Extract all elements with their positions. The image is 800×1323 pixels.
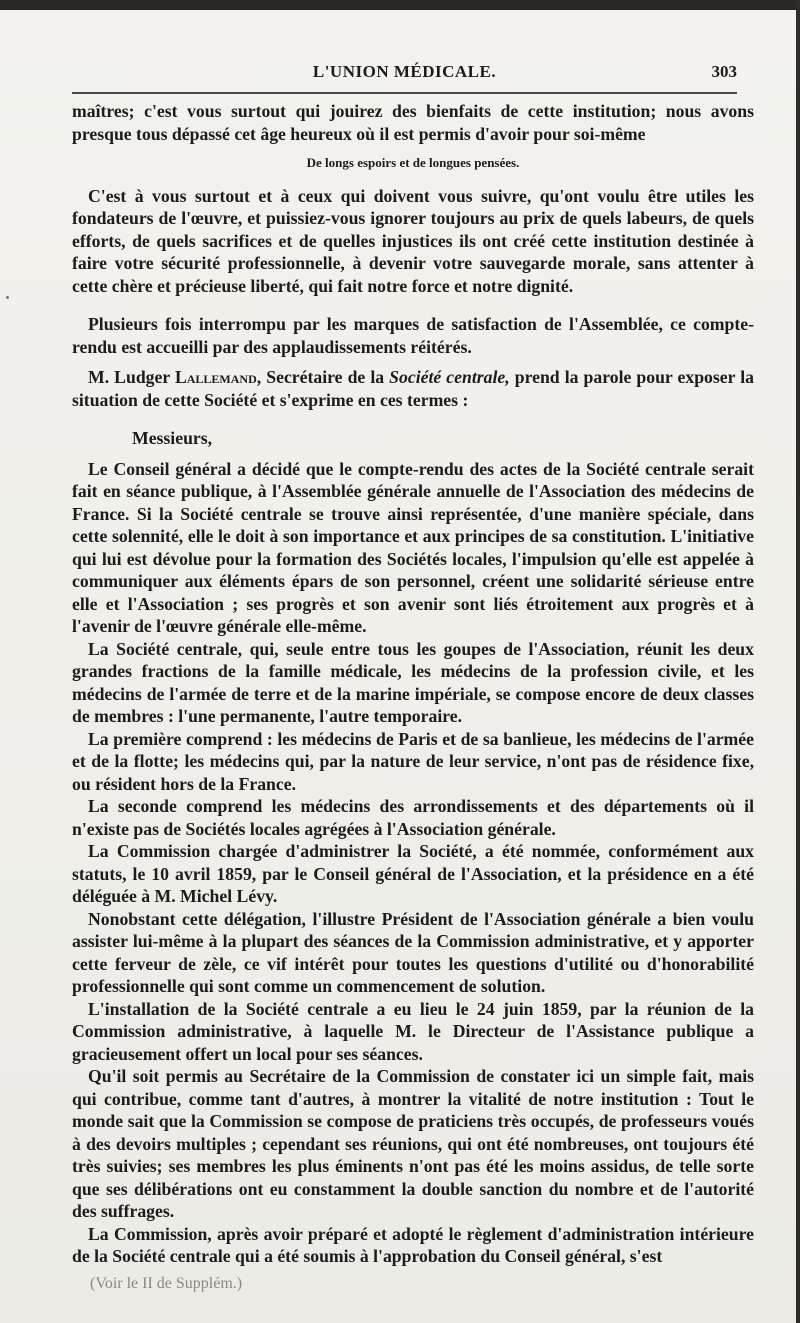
paragraph: La Commission, après avoir préparé et adopté le règlement d'administration intérieure de la Société centrale qui a été soumis à l'approbation du Conseil général, s'est <box>72 1223 754 1266</box>
page-number: 303 <box>711 62 737 81</box>
paragraph: Le Conseil général a décidé que le compte-rendu des actes de la Société centrale serait fait en séance publique, à l'Assemblée générale annuelle de l'Association des médecins de France. Si la Société centrale se trouve ainsi représentée, d'une manière spéciale, dans cette solennité, elle le doit à son importance et aux principes de sa constitution. L'initiative qui lui est dévolue pour la formation des Sociétés locales, l'impulsion qu'elle est appelée à communiquer aux éléments épars de son personnel, créent une solidarité sérieuse entre elle et l'Association ; ses progrès et son avenir sont liés étroitement aux progrès et à l'avenir de l'œuvre générale elle-même. <box>72 458 754 636</box>
paragraph: La première comprend : les médecins de Paris et de sa banlieue, les médecins de l'armée et de la flotte; les médecins qui, par la nature de leur service, n'ont pas de résidence fixe, ou résident hors de la France. <box>72 728 754 794</box>
paragraph: La Société centrale, qui, seule entre tous les goupes de l'Association, réunit les deux grandes fractions de la famille médicale, les médecins de la profession civile, et les médecins de l'armée de terre et de la marine impériale, se compose encore de deux classes de membres : l'une permanente, l'autre temporaire. <box>72 638 754 726</box>
speaker-name: Lallemand <box>174 367 257 387</box>
paragraph-applause-note: Plusieurs fois interrompu par les marques de satisfaction de l'Assemblée, ce compte-rendu est accueilli par des applaudissements réitérés. <box>72 314 754 357</box>
running-header <box>72 62 737 88</box>
paragraph: Qu'il soit permis au Secrétaire de la Commission de constater ici un simple fait, mais qui contribue, comme tant d'autres, à montrer la vitalité de notre institution : Tout le monde sait que la Commission se compose de praticiens très occupés, de professeurs voués à des devoirs multiples ; cependant ses réunions, qui ont été nombreuses, ont toujours été très suivies; ses membres les plus éminents n'ont pas été les moins assidus, de telle sorte que ses délibérations ont eu constamment la double sanction du nombre et de l'autorité des suffrages. <box>72 1066 754 1221</box>
quoted-verse: De longs espoirs et de longues pensées. <box>306 155 520 170</box>
salutation: Messieurs, <box>132 428 213 448</box>
society-name: Société centrale, <box>389 367 510 387</box>
journal-title: L'UNION MÉDICALE. <box>312 62 497 81</box>
bleed-through-fragment: (Voir le II de Supplém.) <box>90 1275 243 1292</box>
header-rule <box>72 92 737 94</box>
speaker-prefix: M. Ludger <box>88 367 175 387</box>
paragraph: L'installation de la Société centrale a eu lieu le 24 juin 1859, par la réunion de la Commission administrative, à laquelle M. le Directeur de l'Assistance publique a gracieusement offert un local pour ses séances. <box>72 998 754 1064</box>
paragraph: La seconde comprend les médecins des arrondissements et des départements où il n'existe pas de Sociétés locales agrégées à l'Association générale. <box>72 796 754 839</box>
paragraph-speaker-intro <box>72 366 754 411</box>
paragraph: Nonobstant cette délégation, l'illustre Président de l'Association générale a bien voulu assister lui-même à la plupart des séances de la Commission administrative, et y apporter cette ferveur de zèle, ce vif intérêt pour toutes les questions d'utilité ou d'honorabilité professionnelle qui sont comme un commencement de solution. <box>72 908 754 996</box>
margin-speck <box>6 296 9 299</box>
scan-right-edge <box>796 0 800 1323</box>
scan-top-edge <box>0 0 800 10</box>
speaker-suffix: prend la parole pour exposer la situation de cette Société et s'exprime en ces termes : <box>72 367 754 410</box>
paragraph-continuation: maîtres; c'est vous surtout qui jouirez des bienfaits de cette institution; nous avons presque tous dépassé cet âge heureux où il est permis d'avoir pour soi-même <box>72 101 754 144</box>
article-body <box>72 100 754 1268</box>
paragraph: C'est à vous surtout et à ceux qui doivent vous suivre, qu'ont voulu être utiles les fondateurs de l'œuvre, et puissiez-vous ignorer toujours au prix de quels labeurs, de quels efforts, de quels sacrifices et de quelles injustices ils ont créé cette institution destinée à faire votre sécurité professionnelle, à devenir votre sauvegarde morale, sans attenter à cette chère et précieuse liberté, qui fait notre force et notre dignité. <box>72 185 754 296</box>
paragraph: La Commission chargée d'administrer la Société, a été nommée, conformément aux statuts, le 10 avril 1859, par le Conseil général de l'Association, et la présidence en a été déléguée à M. Michel Lévy. <box>72 841 754 906</box>
speaker-mid: , Secrétaire de la <box>256 367 390 387</box>
